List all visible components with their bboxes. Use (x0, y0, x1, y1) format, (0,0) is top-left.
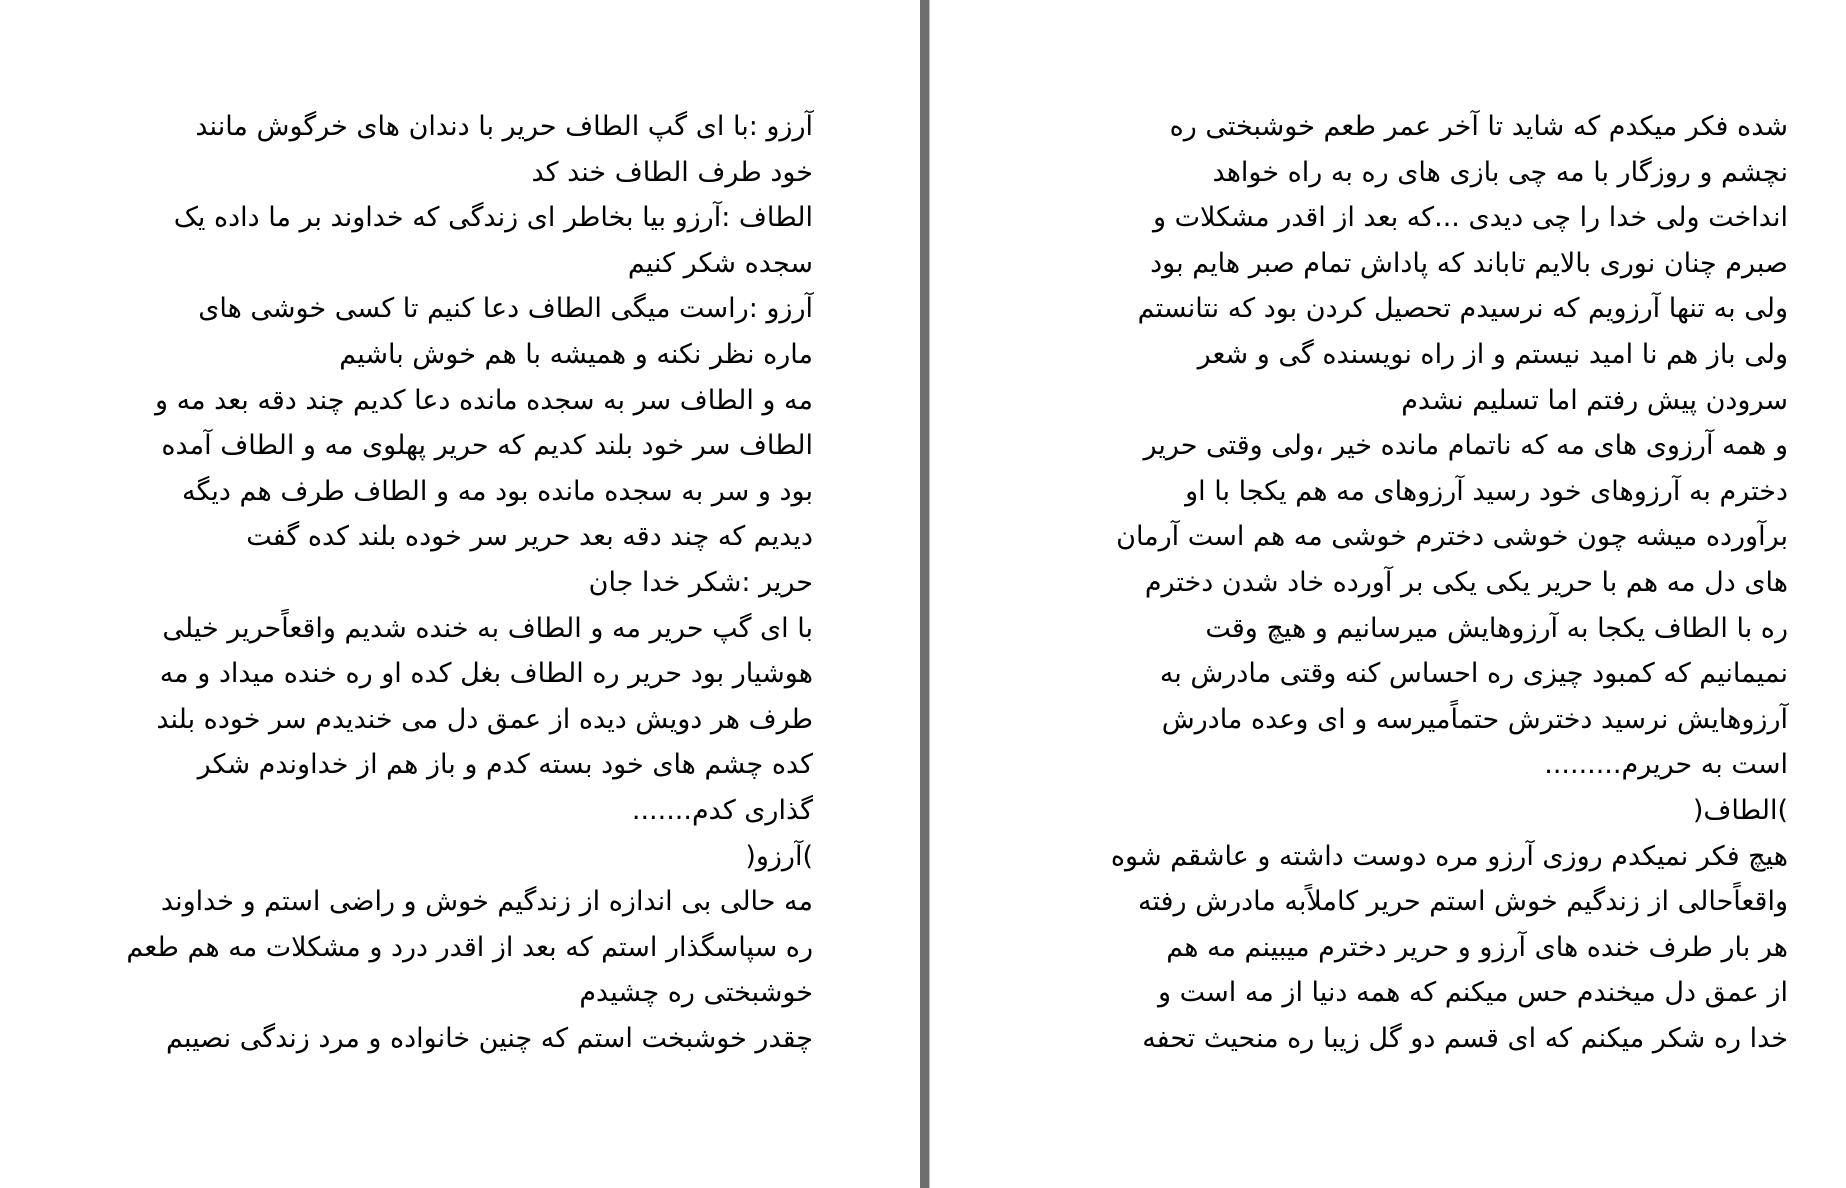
text-line: چقدر خوشبخت استم که چنین خانواده و مرد زندگی نصیبم (165, 1022, 813, 1054)
text-line: حریر :شکر خدا جان (588, 566, 813, 598)
text-line: دیدیم که چند دقه بعد حریر سر خوده بلند کده گفت (246, 521, 813, 553)
text-line: خود طرف الطاف خند کد (531, 156, 813, 188)
text-line: خوشبختی ره چشیدم (579, 977, 813, 1009)
text-line: بود و سر به سجده مانده بود مه و الطاف طرف هم دیگه (182, 475, 813, 507)
text-line: صبرم چنان نوری بالایم تاباند که پاداش تمام صبر هایم بود (1150, 247, 1788, 279)
text-line: الطاف :آرزو بیا بخاطر ای زندگی که خداوند بر ما داده یک (173, 202, 813, 234)
text-line: نچشم و روزگار با مه چی بازی های ره به راه خواهد (1212, 156, 1788, 188)
text-line: سجده شکر کنیم (627, 247, 813, 279)
text-line: گذاری کدم....... (631, 794, 813, 826)
text-line: نمیمانیم که کمبود چیزی ره احساس کنه وقتی مادرش به (1159, 658, 1788, 690)
speaker-heading: )الطاف( (1692, 794, 1788, 826)
text-line: از عمق دل میخندم حس میکنم که همه دنیا از مه است و (1158, 977, 1788, 1009)
text-line: آرزوهایش نرسید دخترش حتماًمیرسه و ای وعده مادرش (1161, 703, 1788, 735)
left-page-text (73, 104, 813, 1061)
text-line: هوشیار بود حریر ره الطاف بغل کده او ره خنده میداد و مه (159, 658, 813, 690)
text-line: انداخت ولی خدا را چی دیدی ...که بعد از اقدر مشکلات و (1153, 202, 1788, 234)
text-line: واقعاًحالی از زندگیم خوش استم حریر کاملاًبه مادرش رفته (1137, 886, 1788, 918)
text-line: های دل مه هم با حریر یکی یکی بر آورده خاد شدن دخترم (1144, 566, 1788, 598)
text-line: هر بار طرف خنده های آرزو و حریر دخترم میبینم مه هم (1166, 931, 1788, 963)
text-line: خدا ره شکر میکنم که ای قسم دو گل زیبا ره منحیث تحفه (1142, 1022, 1788, 1054)
right-page (930, 0, 1846, 1188)
text-line: مه و الطاف سر به سجده مانده دعا کدیم چند دقه بعد مه و (154, 384, 813, 416)
text-line: مه حالی بی اندازه از زندگیم خوش و راضی استم و خداوند (160, 886, 813, 918)
text-line: ره با الطاف یکجا به آرزوهایش میرسانیم و هیچ وقت (1205, 612, 1788, 644)
text-line: ولی به تنها آرزویم که نرسیدم تحصیل کردن بود که نتانستم (1137, 293, 1788, 325)
text-line: هیچ فکر نمیکدم روزی آرزو مره دوست داشته و عاشقم شوه (1110, 840, 1788, 872)
page-gutter (920, 0, 929, 1188)
text-line: الطاف سر خود بلند کدیم که حریر پهلوی مه و الطاف آمده (161, 430, 813, 462)
text-line: ماره نظر نکنه و همیشه با هم خوش باشیم (339, 338, 813, 370)
right-page-text (988, 104, 1788, 1061)
text-line: برآورده میشه چون خوشی دخترم خوشی مه هم است آرمان (1116, 521, 1788, 553)
text-line: است به حریرم......... (1544, 749, 1788, 781)
text-line: شده فکر میکدم که شاید تا آخر عمر طعم خوشبختی ره (1169, 111, 1788, 142)
text-line: آرزو :راست میگی الطاف دعا کنیم تا کسی خوشی های (198, 293, 813, 325)
text-line: کده چشم های خود بسته کدم و باز هم از خداوندم شکر (197, 749, 813, 781)
text-line: ره سپاسگذار استم که بعد از اقدر درد و مشکلات مه هم طعم (126, 931, 813, 963)
text-line: ولی باز هم نا امید نیستم و از راه نویسنده گی و شعر (1197, 338, 1788, 370)
text-line: طرف هر دویش دیده از عمق دل می خندیدم سر خوده بلند (156, 703, 813, 735)
speaker-heading: )آرزو( (745, 840, 813, 872)
text-line: و همه آرزوی های مه که ناتمام مانده خیر ،ولی وقتی حریر (1143, 430, 1788, 462)
text-line: سرودن پیش رفتم اما تسلیم نشدم (1401, 384, 1788, 416)
text-line: آرزو :با ای گپ الطاف حریر با دندان های خرگوش مانند (195, 111, 813, 142)
text-line: دخترم به آرزوهای خود رسید آرزوهای مه هم یکجا با او (1185, 475, 1788, 507)
text-line: با ای گپ حریر مه و الطاف به خنده شدیم واقعاًحریر خیلی (162, 612, 813, 644)
left-page (0, 0, 920, 1188)
